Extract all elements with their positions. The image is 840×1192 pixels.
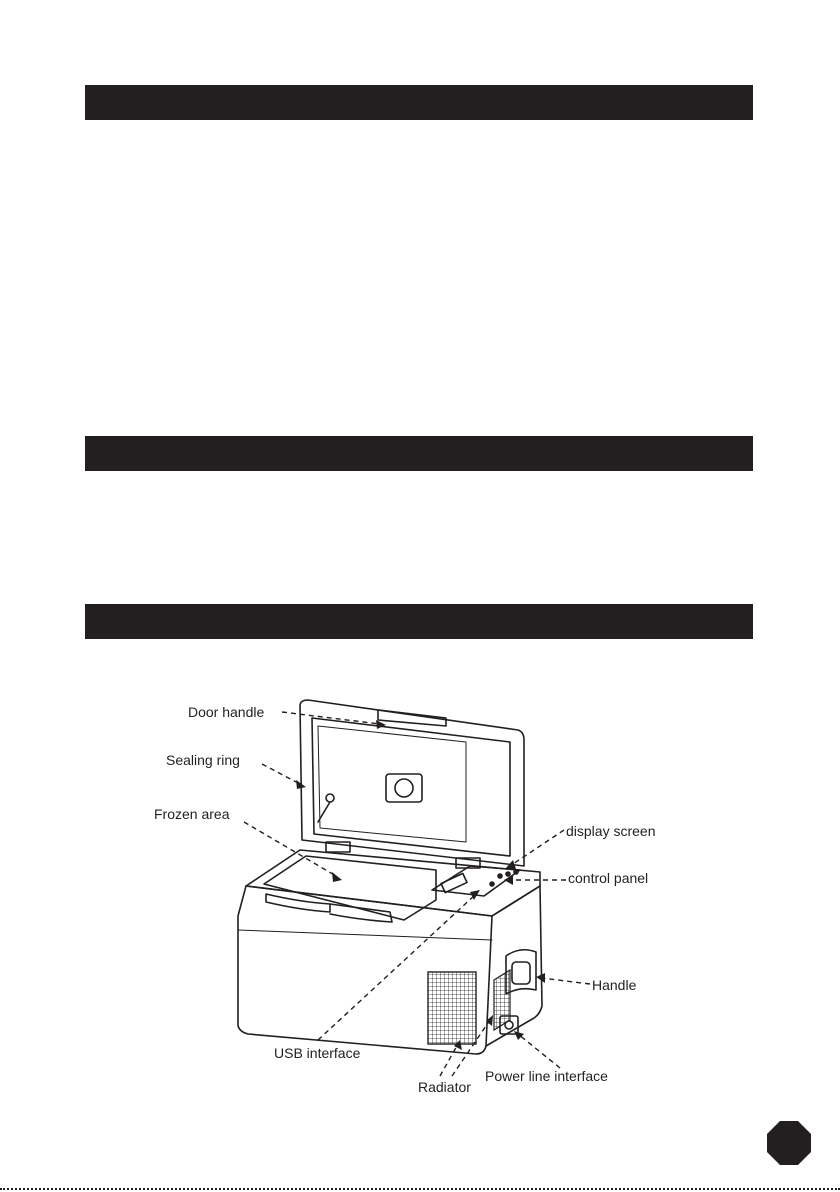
label-door-handle: Door handle (188, 704, 265, 720)
cavity (264, 856, 436, 920)
label-radiator: Radiator (418, 1079, 471, 1095)
fridge-diagram (0, 690, 840, 1100)
label-display-screen: display screen (566, 823, 656, 839)
label-usb-interface: USB interface (274, 1045, 361, 1061)
label-control-panel: control panel (568, 870, 649, 886)
radiator-grille-side (494, 970, 510, 1030)
page-badge-octagon (766, 1120, 812, 1166)
bottom-dotted-rule (0, 1188, 840, 1190)
label-sealing-ring: Sealing ring (166, 752, 240, 768)
label-handle: Handle (592, 977, 637, 993)
section-header-bar-2 (85, 436, 753, 471)
label-frozen-area: Frozen area (154, 806, 230, 822)
section-header-bar-1 (85, 85, 753, 120)
section-header-bar-3 (85, 604, 753, 639)
body-top (246, 850, 540, 916)
label-power-line-interface: Power line interface (485, 1068, 608, 1084)
radiator-grille-front (428, 972, 476, 1044)
lid-inner-panel (312, 718, 510, 856)
